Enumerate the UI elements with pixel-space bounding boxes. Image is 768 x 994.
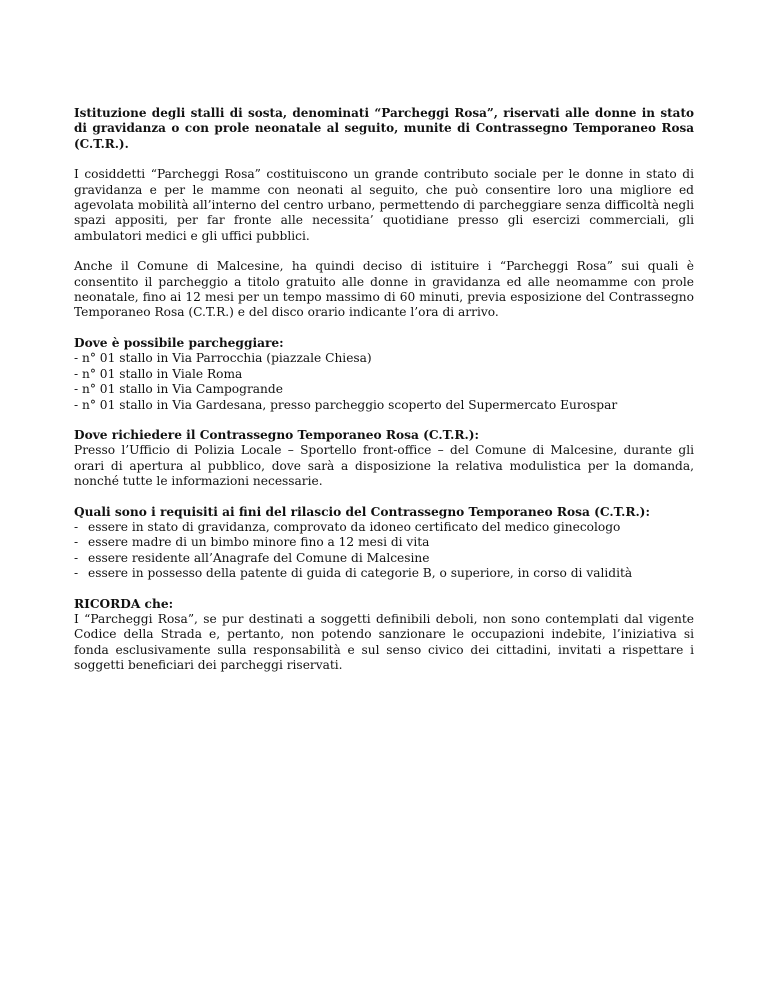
where-heading: Dove è possibile parcheggiare: <box>74 335 284 350</box>
list-dash: - <box>74 519 79 534</box>
where-item-4: - n° 01 stallo in Via Gardesana, presso parcheggio scoperto del Supermercato Eurospar <box>74 397 618 412</box>
document-page <box>74 106 694 689</box>
list-dash: - <box>74 566 79 581</box>
where-section <box>74 336 694 413</box>
decision-paragraph: Anche il Comune di Malcesine, ha quindi deciso di istituire i “Parcheggi Rosa” sui quali è consentito il parcheggio a titolo gratuito alle donne in gravidanza ed alle neomamme con prole neonatale, fino ai 12 mesi per un tempo massimo di 60 minuti, previa esposizione del Contrassegno Temporaneo Rosa (C.T.R.) e del disco orario indicante l’ora di arrivo. <box>74 259 694 320</box>
requirement-text: essere residente all’Anagrafe del Comune di Malcesine <box>88 550 430 565</box>
requirement-text: essere in possesso della patente di guida di categorie B, o superiore, in corso di validità <box>88 566 633 581</box>
requirement-item-4 <box>74 566 694 581</box>
where-item-1: - n° 01 stallo in Via Parrocchia (piazzale Chiesa) <box>74 351 372 366</box>
requirement-item-1 <box>74 520 694 535</box>
remember-heading: RICORDA che: <box>74 596 174 611</box>
document-title: Istituzione degli stalli di sosta, denominati “Parcheggi Rosa”, riservati alle donne in stato di gravidanza o con prole neonatale al seguito, munite di Contrassegno Temporaneo Rosa (C.T.R.). <box>74 106 694 151</box>
remember-section <box>74 597 694 674</box>
requirements-heading: Quali sono i requisiti ai fini del rilascio del Contrassegno Temporaneo Rosa (C.T.R.): <box>74 504 650 519</box>
list-dash: - <box>74 535 79 550</box>
list-dash: - <box>74 550 79 565</box>
requirements-section <box>74 505 694 582</box>
requirement-text: essere in stato di gravidanza, comprovato da idoneo certificato del medico ginecologo <box>88 519 621 534</box>
where-item-2: - n° 01 stallo in Viale Roma <box>74 366 243 381</box>
requirement-item-2 <box>74 535 694 550</box>
intro-paragraph: I cosiddetti “Parcheggi Rosa” costituiscono un grande contributo sociale per le donne in stato di gravidanza e per le mamme con neonati al seguito, che può consentire loro una migliore ed agevolata mobilità all’interno del centro urbano, permettendo di parcheggiare senza difficoltà negli spazi appositi, per far fronte alle necessita’ quotidiane presso gli esercizi commerciali, gli ambulatori medici e gli uffici pubblici. <box>74 167 694 243</box>
request-section <box>74 428 694 490</box>
where-item-3: - n° 01 stallo in Via Campogrande <box>74 382 283 397</box>
request-text: Presso l’Ufficio di Polizia Locale – Sportello front-office – del Comune di Malcesine, durante gli orari di apertura al pubblico, dove sarà a disposizione la relativa modulistica per la domanda, nonché tutte le informazioni necessarie. <box>74 443 694 489</box>
requirement-item-3 <box>74 551 694 566</box>
requirement-text: essere madre di un bimbo minore fino a 12 mesi di vita <box>88 535 430 550</box>
remember-text: I “Parcheggi Rosa”, se pur destinati a soggetti definibili deboli, non sono contemplati dal vigente Codice della Strada e, pertanto, non potendo sanzionare le occupazioni indebite, l’iniziativa si fonda esclusivamente sulla responsabilità e sul senso civico dei cittadini, invitati a rispettare i soggetti beneficiari dei parcheggi riservati. <box>74 611 694 673</box>
request-heading: Dove richiedere il Contrassegno Temporaneo Rosa (C.T.R.): <box>74 427 479 442</box>
